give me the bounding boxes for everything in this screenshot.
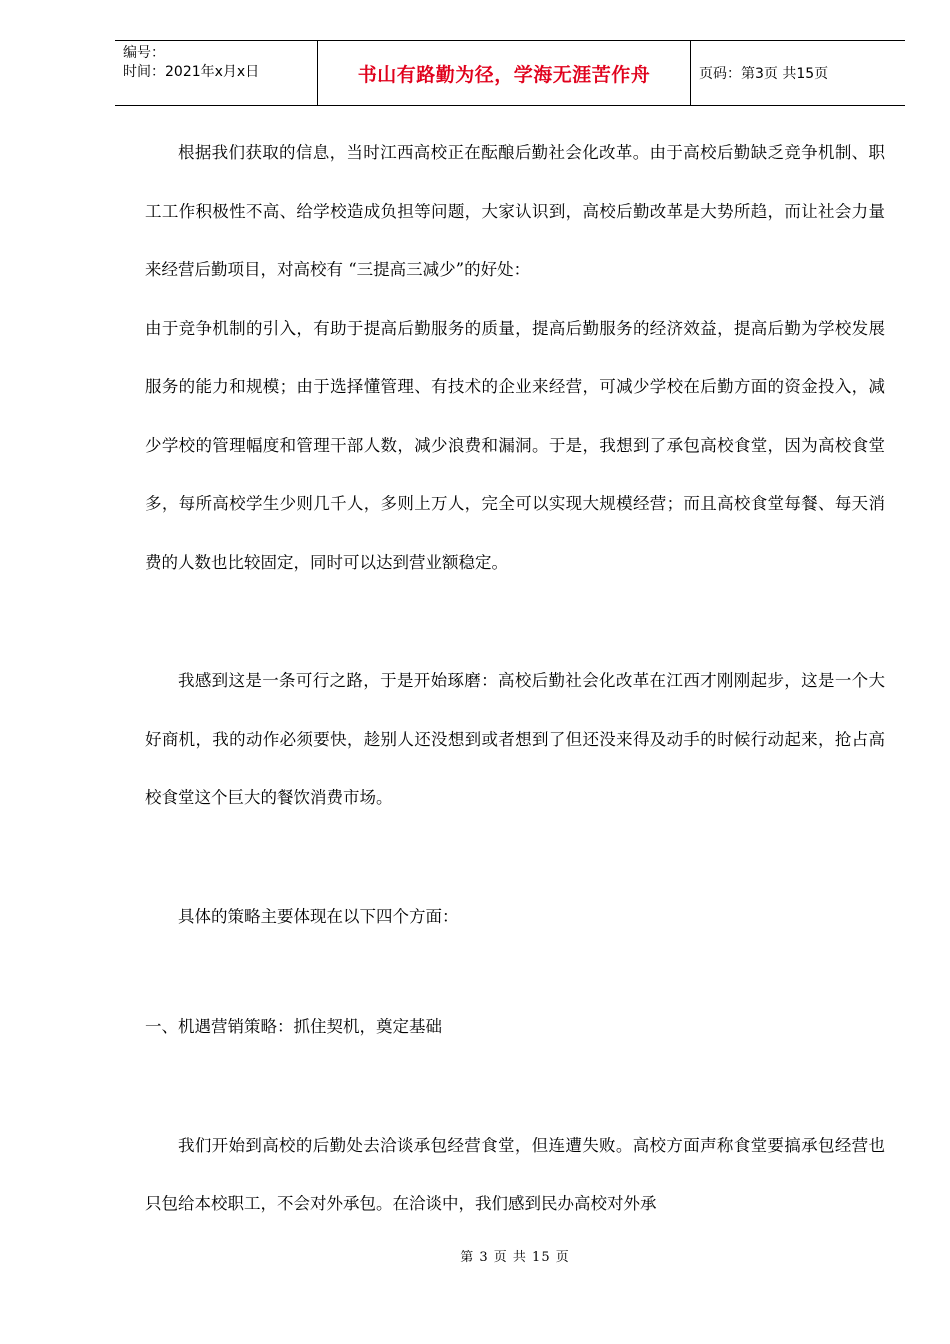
page-footer [0,1246,950,1265]
paragraph-gap [145,592,885,652]
header-page-info: 页码：第3页 共15页 [699,66,829,82]
number-label: 编号： [123,45,165,61]
paragraph-1: 根据我们获取的信息，当时江西高校正在酝酿后勤社会化改革。由于高校后勤缺乏竞争机制、职工工作积极性不高、给学校造成负担等问题，大家认识到，高校后勤改革是大势所趋，而让社会力量来经营后勤项目，对高校有 “三提高三减少”的好处： [145,143,885,279]
document-body [145,124,885,1234]
header-table [115,40,905,106]
paragraph-3: 我感到这是一条可行之路，于是开始琢磨：高校后勤社会化改革在江西才刚刚起步，这是一个大好商机，我的动作必须要快，趁别人还没想到或者想到了但还没来得及动手的时候行动起来，抢占高校食堂这个巨大的餐饮消费市场。 [145,671,885,807]
paragraph-4: 具体的策略主要体现在以下四个方面： [178,906,459,926]
section-heading-1: 一、机遇营销策略：抓住契机，奠定基础 [145,1017,442,1036]
paragraph-gap [145,946,885,998]
header-motto: 书山有路勤为径，学海无涯苦作舟 [317,41,691,105]
page-footer-text: 第 3 页 共 15 页 [460,1250,570,1265]
paragraph-2: 由于竞争机制的引入，有助于提高后勤服务的质量，提高后勤服务的经济效益，提高后勤为学校发展服务的能力和规模；由于选择懂管理、有技术的企业来经营，可减少学校在后勤方面的资金投入，减少学校的管理幅度和管理干部人数，减少浪费和漏洞。于是，我想到了承包高校食堂，因为高校食堂多，每所高校学生少则几千人，多则上万人，完全可以实现大规模经营；而且高校食堂每餐、每天消费的人数也比较固定，同时可以达到营业额稳定。 [145,318,885,572]
paragraph-gap [145,828,885,888]
paragraph-5: 我们开始到高校的后勤处去洽谈承包经营食堂，但连遭失败。高校方面声称食堂要搞承包经营也只包给本校职工，不会对外承包。在洽谈中，我们感到民办高校对外承 [145,1135,885,1213]
paragraph-gap [145,1057,885,1117]
time-label: 时间：2021年x月x日 [123,64,260,80]
header-meta-cell [115,41,317,105]
